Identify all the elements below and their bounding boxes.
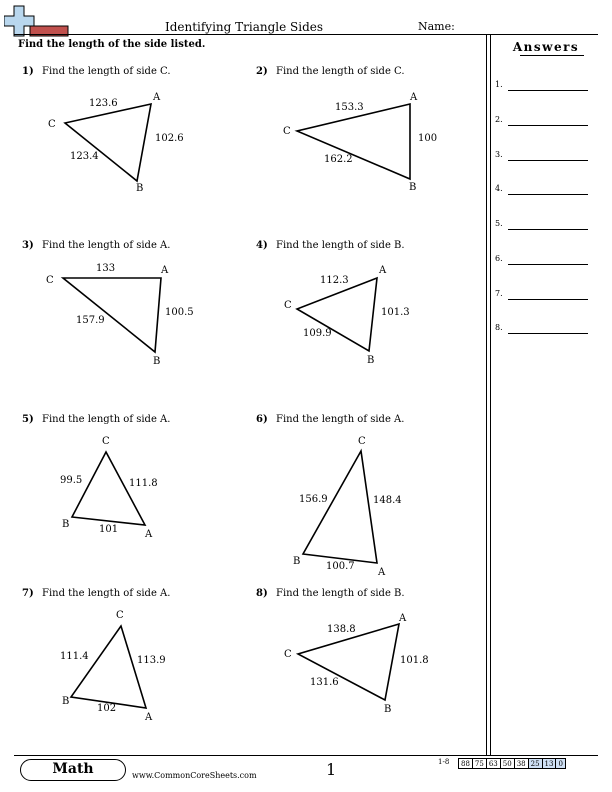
website-link[interactable]: www.CommonCoreSheets.com [132, 771, 257, 780]
problem-number: 1) [22, 66, 34, 77]
vertex-label: C [46, 275, 54, 286]
side-label: 100.5 [165, 307, 194, 318]
footer-rule [14, 755, 598, 756]
problem-prompt: Find the length of side B. [276, 240, 405, 251]
side-label: 111.8 [129, 478, 158, 489]
side-label: 101.3 [381, 307, 410, 318]
triangle-5 [60, 436, 158, 540]
vertex-label: B [409, 182, 417, 193]
score-cell: 50 [500, 759, 514, 769]
score-cell: 0 [556, 759, 565, 769]
answer-number: 3. [495, 150, 503, 159]
side-label: 123.4 [70, 151, 99, 162]
score-cell: 88 [459, 759, 473, 769]
side-label: 153.3 [335, 102, 364, 113]
side-label: 157.9 [76, 315, 105, 326]
side-label: 100 [418, 133, 438, 144]
side-label: 102.6 [155, 133, 184, 144]
math-badge: Math [20, 759, 126, 781]
side-label: 100.7 [326, 561, 355, 572]
problem-prompt: Find the length of side B. [276, 588, 405, 599]
vertex-label: C [283, 126, 291, 137]
problem-prompt: Find the length of side C. [42, 66, 171, 77]
side-label: 162.2 [324, 154, 353, 165]
side-label: 111.4 [60, 651, 89, 662]
triangle-4 [284, 265, 410, 366]
answer-number: 4. [495, 184, 503, 193]
vertex-label: A [410, 92, 418, 103]
vertex-label: B [153, 356, 161, 367]
answer-number: 8. [495, 323, 503, 332]
problem-prompt: Find the length of side A. [42, 240, 171, 251]
vertex-label: A [145, 529, 153, 540]
page-number: 1 [326, 760, 337, 779]
triangle-outline [297, 278, 377, 351]
answer-number: 1. [495, 80, 503, 89]
vertex-label: B [367, 355, 375, 366]
vertex-label: C [102, 436, 110, 447]
triangle-outline [65, 104, 151, 181]
vertex-label: A [145, 712, 153, 723]
vertex-label: B [136, 183, 144, 194]
side-label: 156.9 [299, 494, 328, 505]
triangle-outline [303, 451, 377, 563]
vertex-label: C [284, 649, 292, 660]
vertex-label: B [62, 519, 70, 530]
problem-number: 5) [22, 414, 34, 425]
answer-number: 5. [495, 219, 503, 228]
problem-number: 8) [256, 588, 268, 599]
vertex-label: C [116, 610, 124, 621]
answers-title: Answers [512, 40, 580, 54]
problem-number: 6) [256, 414, 268, 425]
triangle-outline [71, 626, 146, 708]
vertex-label: A [378, 567, 386, 578]
score-cell: 63 [486, 759, 500, 769]
side-label: 133 [96, 263, 116, 274]
answer-number: 7. [495, 289, 503, 298]
triangle-outline [297, 104, 410, 179]
score-cell: 75 [472, 759, 486, 769]
problem-prompt: Find the length of side A. [276, 414, 405, 425]
problem-prompt: Find the length of side A. [42, 414, 171, 425]
score-cell: 38 [514, 759, 528, 769]
triangle-8 [284, 613, 429, 715]
problem-number: 7) [22, 588, 34, 599]
instructions: Find the length of the side listed. [18, 39, 206, 50]
score-cell: 13 [542, 759, 556, 769]
answer-number: 2. [495, 115, 503, 124]
side-label: 99.5 [60, 475, 83, 486]
triangle-1 [48, 92, 184, 194]
vertex-label: A [161, 265, 169, 276]
worksheet-title: Identifying Triangle Sides [164, 20, 324, 34]
side-label: 112.3 [320, 275, 349, 286]
vertex-label: C [358, 436, 366, 447]
triangle-3 [46, 263, 194, 367]
vertex-label: B [293, 556, 301, 567]
vertex-label: C [48, 119, 56, 130]
side-label: 109.9 [303, 328, 332, 339]
problem-number: 4) [256, 240, 268, 251]
side-label: 148.4 [373, 495, 402, 506]
problem-prompt: Find the length of side A. [42, 588, 171, 599]
side-label: 101 [99, 524, 119, 535]
triangle-2 [283, 92, 437, 193]
side-label: 102 [97, 703, 117, 714]
triangle-7 [60, 610, 166, 723]
vertex-label: B [384, 704, 392, 715]
side-label: 123.6 [89, 98, 118, 109]
triangle-6 [293, 436, 402, 578]
side-label: 113.9 [137, 655, 166, 666]
problem-prompt: Find the length of side C. [276, 66, 405, 77]
name-label: Name: [418, 20, 455, 33]
side-label: 138.8 [327, 624, 356, 635]
triangle-outline [298, 624, 399, 700]
score-table [458, 758, 566, 769]
vertex-label: A [379, 265, 387, 276]
score-range-label: 1-8 [438, 758, 450, 766]
vertex-label: A [153, 92, 161, 103]
score-cell: 25 [528, 759, 542, 769]
side-label: 101.8 [400, 655, 429, 666]
vertex-label: C [284, 300, 292, 311]
side-label: 131.6 [310, 677, 339, 688]
problem-number: 3) [22, 240, 34, 251]
vertex-label: B [62, 696, 70, 707]
vertex-label: A [399, 613, 407, 624]
problem-number: 2) [256, 66, 268, 77]
answer-number: 6. [495, 254, 503, 263]
